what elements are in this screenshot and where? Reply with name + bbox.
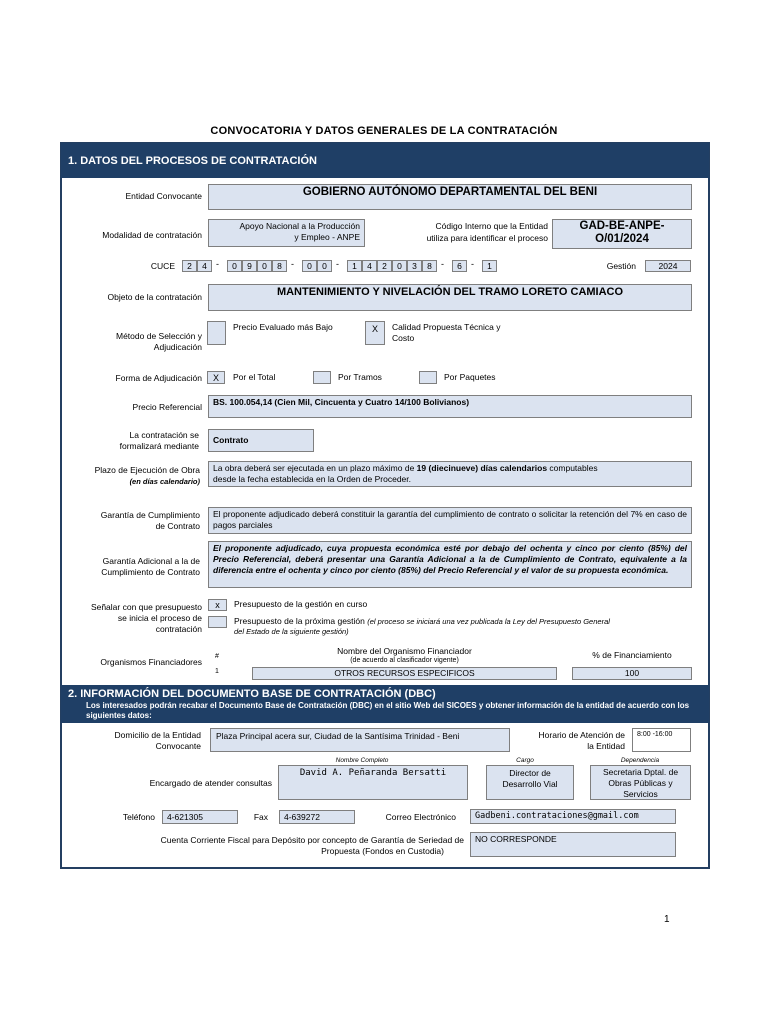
telefono-label: Teléfono xyxy=(122,812,155,822)
cuenta-field xyxy=(470,832,676,857)
cuenta-label-1: Cuenta Corriente Fiscal para Depósito por concepto de Garantía de Seriedad de xyxy=(160,835,464,845)
forma-tramos-label: Por Tramos xyxy=(338,372,382,382)
cuce-digit: 2 xyxy=(377,260,392,272)
presupuesto-actual-checkbox[interactable]: x xyxy=(208,599,227,611)
correo-label: Correo Electrónico xyxy=(385,812,456,822)
org-row-pct-field xyxy=(572,667,692,680)
section-2-header xyxy=(61,685,709,723)
presupuesto-label-2: se inicia el proceso de xyxy=(117,613,202,623)
col-dependencia: Dependencia xyxy=(620,757,660,764)
org-col-name-1: Nombre del Organismo Financiador xyxy=(337,646,472,656)
cuce-digit: 9 xyxy=(242,260,257,272)
encargado-cargo-1: Director de xyxy=(509,768,551,778)
plazo-text-a: La obra deberá ser ejecutada en un plazo máximo de xyxy=(213,463,417,473)
modalidad-value-2: y Empleo - ANPE xyxy=(294,232,360,242)
fax-value: 4-639272 xyxy=(284,812,320,822)
metodo-opt1-label: Precio Evaluado más Bajo xyxy=(233,322,333,332)
cuce-digit: 2 xyxy=(182,260,197,272)
metodo-opt2-checkbox[interactable]: X xyxy=(365,321,385,345)
plazo-label-2: (en días calendario) xyxy=(129,477,200,486)
plazo-text-c: computables xyxy=(547,463,598,473)
formaliza-label-1: La contratación se xyxy=(129,430,199,440)
codigo-field xyxy=(552,219,692,249)
document-title: CONVOCATORIA Y DATOS GENERALES DE LA CONTRATACIÓN xyxy=(210,125,558,137)
presupuesto-proxima-note-2: del Estado de la siguiente gestión) xyxy=(234,627,349,636)
org-col-pct: % de Financiamiento xyxy=(592,650,672,660)
garantia-ad-field xyxy=(208,541,692,588)
presupuesto-proxima-checkbox[interactable] xyxy=(208,616,227,628)
cuce-digit: 4 xyxy=(362,260,377,272)
correo-field xyxy=(470,809,676,824)
objeto-value: MANTENIMIENTO Y NIVELACIÓN DEL TRAMO LORETO CAMIACO xyxy=(276,286,624,298)
encargado-nombre: David A. Peñaranda Bersatti xyxy=(299,768,447,778)
precio-value: BS. 100.054,14 (Cien Mil, Cincuenta y Cuatro 14/100 Bolivianos) xyxy=(213,397,470,407)
encargado-cargo-2: Desarrollo Vial xyxy=(502,779,558,789)
encargado-cargo-field xyxy=(486,765,574,800)
precio-label: Precio Referencial xyxy=(132,402,202,412)
garantia-label-1: Garantía de Cumplimiento xyxy=(100,510,200,520)
forma-tramos-checkbox[interactable] xyxy=(313,371,331,384)
horario-value: 8:00 -16:00 xyxy=(637,731,673,738)
modalidad-field xyxy=(208,219,365,247)
cuce-separator: - xyxy=(441,259,444,269)
encargado-dep-3: Servicios xyxy=(623,789,658,799)
col-nombre: Nombre Completo xyxy=(335,757,389,764)
cuenta-value: NO CORRESPONDE xyxy=(475,834,557,844)
gestion-label: Gestión xyxy=(606,261,636,271)
org-col-name-2: (de acuerdo al clasificador vigente) xyxy=(350,657,459,664)
fax-label: Fax xyxy=(253,812,268,822)
col-cargo: Cargo xyxy=(516,757,534,764)
forma-total-checkbox[interactable]: X xyxy=(207,371,225,384)
modalidad-label: Modalidad de contratación xyxy=(102,230,202,240)
presupuesto-proxima-label: Presupuesto de la próxima gestión xyxy=(234,616,365,626)
cuce-digit: 0 xyxy=(257,260,272,272)
plazo-days: 19 (diecinueve) días calendarios xyxy=(416,463,548,473)
forma-paquetes-checkbox[interactable] xyxy=(419,371,437,384)
cuce-separator: - xyxy=(291,259,294,269)
page-number: 1 xyxy=(664,914,670,925)
horario-label-1: Horario de Atención de xyxy=(538,730,625,740)
cuce-digit: 1 xyxy=(482,260,497,272)
entidad-field xyxy=(208,184,692,210)
metodo-label-1: Método de Selección y xyxy=(116,331,202,341)
plazo-text-d: desde la fecha establecida en la Orden de Proceder. xyxy=(213,474,411,484)
cuce-digit: 6 xyxy=(452,260,467,272)
presupuesto-label-3: contratación xyxy=(155,624,202,634)
cuce-digit: 4 xyxy=(197,260,212,272)
cuce-digit: 0 xyxy=(302,260,317,272)
section-2-subtitle: Los interesados podrán recabar el Documento Base de Contratación (DBC) en el sitio Web del SICOES y obtener información de la entidad de acuerdo con los siguientes datos: xyxy=(86,701,690,720)
domicilio-field xyxy=(210,728,510,752)
fax-field xyxy=(279,810,355,824)
cuce-digit: 8 xyxy=(422,260,437,272)
formaliza-field xyxy=(208,429,314,452)
garantia-ad-value: El proponente adjudicado, cuya propuesta económica esté por debajo del ochenta y cinco por ciento (85%) del Precio Referencial, deberá presentar una Garantía Adicional a la de Cumplimiento de Contrato, equivalente a la diferencia entre el ochenta y cinco por ciento (85%) del Precio Referencial y el valor de su propuesta económica. xyxy=(213,543,687,575)
encargado-nombre-field xyxy=(278,765,468,800)
presupuesto-label-1: Señalar con que presupuesto xyxy=(90,602,202,612)
presupuesto-proxima-note-1: (el proceso se iniciará una vez publicada la Ley del Presupuesto General xyxy=(367,617,610,626)
forma-paquetes-label: Por Paquetes xyxy=(444,372,496,382)
horario-label-2: la Entidad xyxy=(587,741,625,751)
garantia-field xyxy=(208,507,692,534)
formaliza-value: Contrato xyxy=(213,435,249,445)
metodo-opt2-label-1: Calidad Propuesta Técnica y xyxy=(392,322,501,332)
cuce-separator: - xyxy=(336,259,339,269)
presupuesto-actual-label: Presupuesto de la gestión en curso xyxy=(234,599,368,609)
garantia-ad-label-2: Cumplimiento de Contrato xyxy=(101,567,200,577)
cuce-separator: - xyxy=(216,259,219,269)
correo-value: Gadbeni.contrataciones@gmail.com xyxy=(475,811,639,821)
org-row-pct: 100 xyxy=(624,668,640,678)
section-2-title: 2. INFORMACIÓN DEL DOCUMENTO BASE DE CONTRATACIÓN (DBC) xyxy=(68,688,436,700)
metodo-opt2-label-2: Costo xyxy=(392,333,415,343)
cuce-digit: 0 xyxy=(317,260,332,272)
plazo-field xyxy=(208,461,692,487)
cuce-separator: - xyxy=(471,259,474,269)
precio-field xyxy=(208,395,692,418)
entidad-label: Entidad Convocante xyxy=(125,191,202,201)
entidad-value: GOBIERNO AUTÓNOMO DEPARTAMENTAL DEL BENI xyxy=(302,186,598,198)
objeto-label: Objeto de la contratación xyxy=(107,292,202,302)
forma-label: Forma de Adjudicación xyxy=(115,373,202,383)
cuce-label: CUCE xyxy=(150,261,175,271)
garantia-label-2: de Contrato xyxy=(155,521,200,531)
formaliza-label-2: formalizará mediante xyxy=(119,441,199,451)
org-col-num: # xyxy=(215,653,219,660)
org-row-name: OTROS RECURSOS ESPECIFICOS xyxy=(334,668,475,678)
forma-total-label: Por el Total xyxy=(233,372,276,382)
gestion-field xyxy=(645,260,691,272)
org-row-name-field xyxy=(252,667,557,680)
organismos-label: Organismos Financiadores xyxy=(100,657,202,667)
cuce-digit: 1 xyxy=(347,260,362,272)
metodo-label-2: Adjudicación xyxy=(153,342,202,352)
domicilio-label-1: Domicilio de la Entidad xyxy=(114,730,201,740)
objeto-field xyxy=(208,284,692,311)
modalidad-value-1: Apoyo Nacional a la Producción xyxy=(239,221,360,231)
codigo-label-2: utiliza para identificar el proceso xyxy=(426,233,548,243)
encargado-label: Encargado de atender consultas xyxy=(149,778,272,788)
encargado-dep-2: Obras Públicas y xyxy=(608,778,673,788)
garantia-ad-label-1: Garantía Adicional a la de xyxy=(102,556,200,566)
codigo-value-1: GAD-BE-ANPE- xyxy=(579,220,665,232)
horario-field xyxy=(632,728,691,752)
gestion-value: 2024 xyxy=(658,261,678,271)
org-row-num: 1 xyxy=(215,668,219,675)
encargado-dep-field xyxy=(590,765,691,800)
domicilio-label-2: Convocante xyxy=(155,741,201,751)
telefono-value: 4-621305 xyxy=(167,812,203,822)
domicilio-value: Plaza Principal acera sur, Ciudad de la Santísima Trinidad - Beni xyxy=(216,731,460,741)
section-1-title: 1. DATOS DEL PROCESOS DE CONTRATACIÓN xyxy=(68,155,317,167)
section-1-header xyxy=(61,143,709,178)
garantia-value: El proponente adjudicado deberá constituir la garantía del cumplimiento de contrato o solicitar la retención del 7% en caso de pagos parciales xyxy=(213,509,687,530)
cuce-digit: 8 xyxy=(272,260,287,272)
metodo-opt1-checkbox[interactable] xyxy=(207,321,226,345)
encargado-dep-1: Secretaria Dptal. de xyxy=(602,767,679,777)
codigo-label-1: Código Interno que la Entidad xyxy=(435,221,548,231)
telefono-field xyxy=(162,810,238,824)
cuce-digit: 0 xyxy=(392,260,407,272)
plazo-label-1: Plazo de Ejecución de Obra xyxy=(94,465,200,475)
cuce-digit: 3 xyxy=(407,260,422,272)
cuce-digit: 0 xyxy=(227,260,242,272)
codigo-value-2: O/01/2024 xyxy=(595,233,649,245)
cuenta-label-2: Propuesta (Fondos en Custodia) xyxy=(321,846,444,856)
